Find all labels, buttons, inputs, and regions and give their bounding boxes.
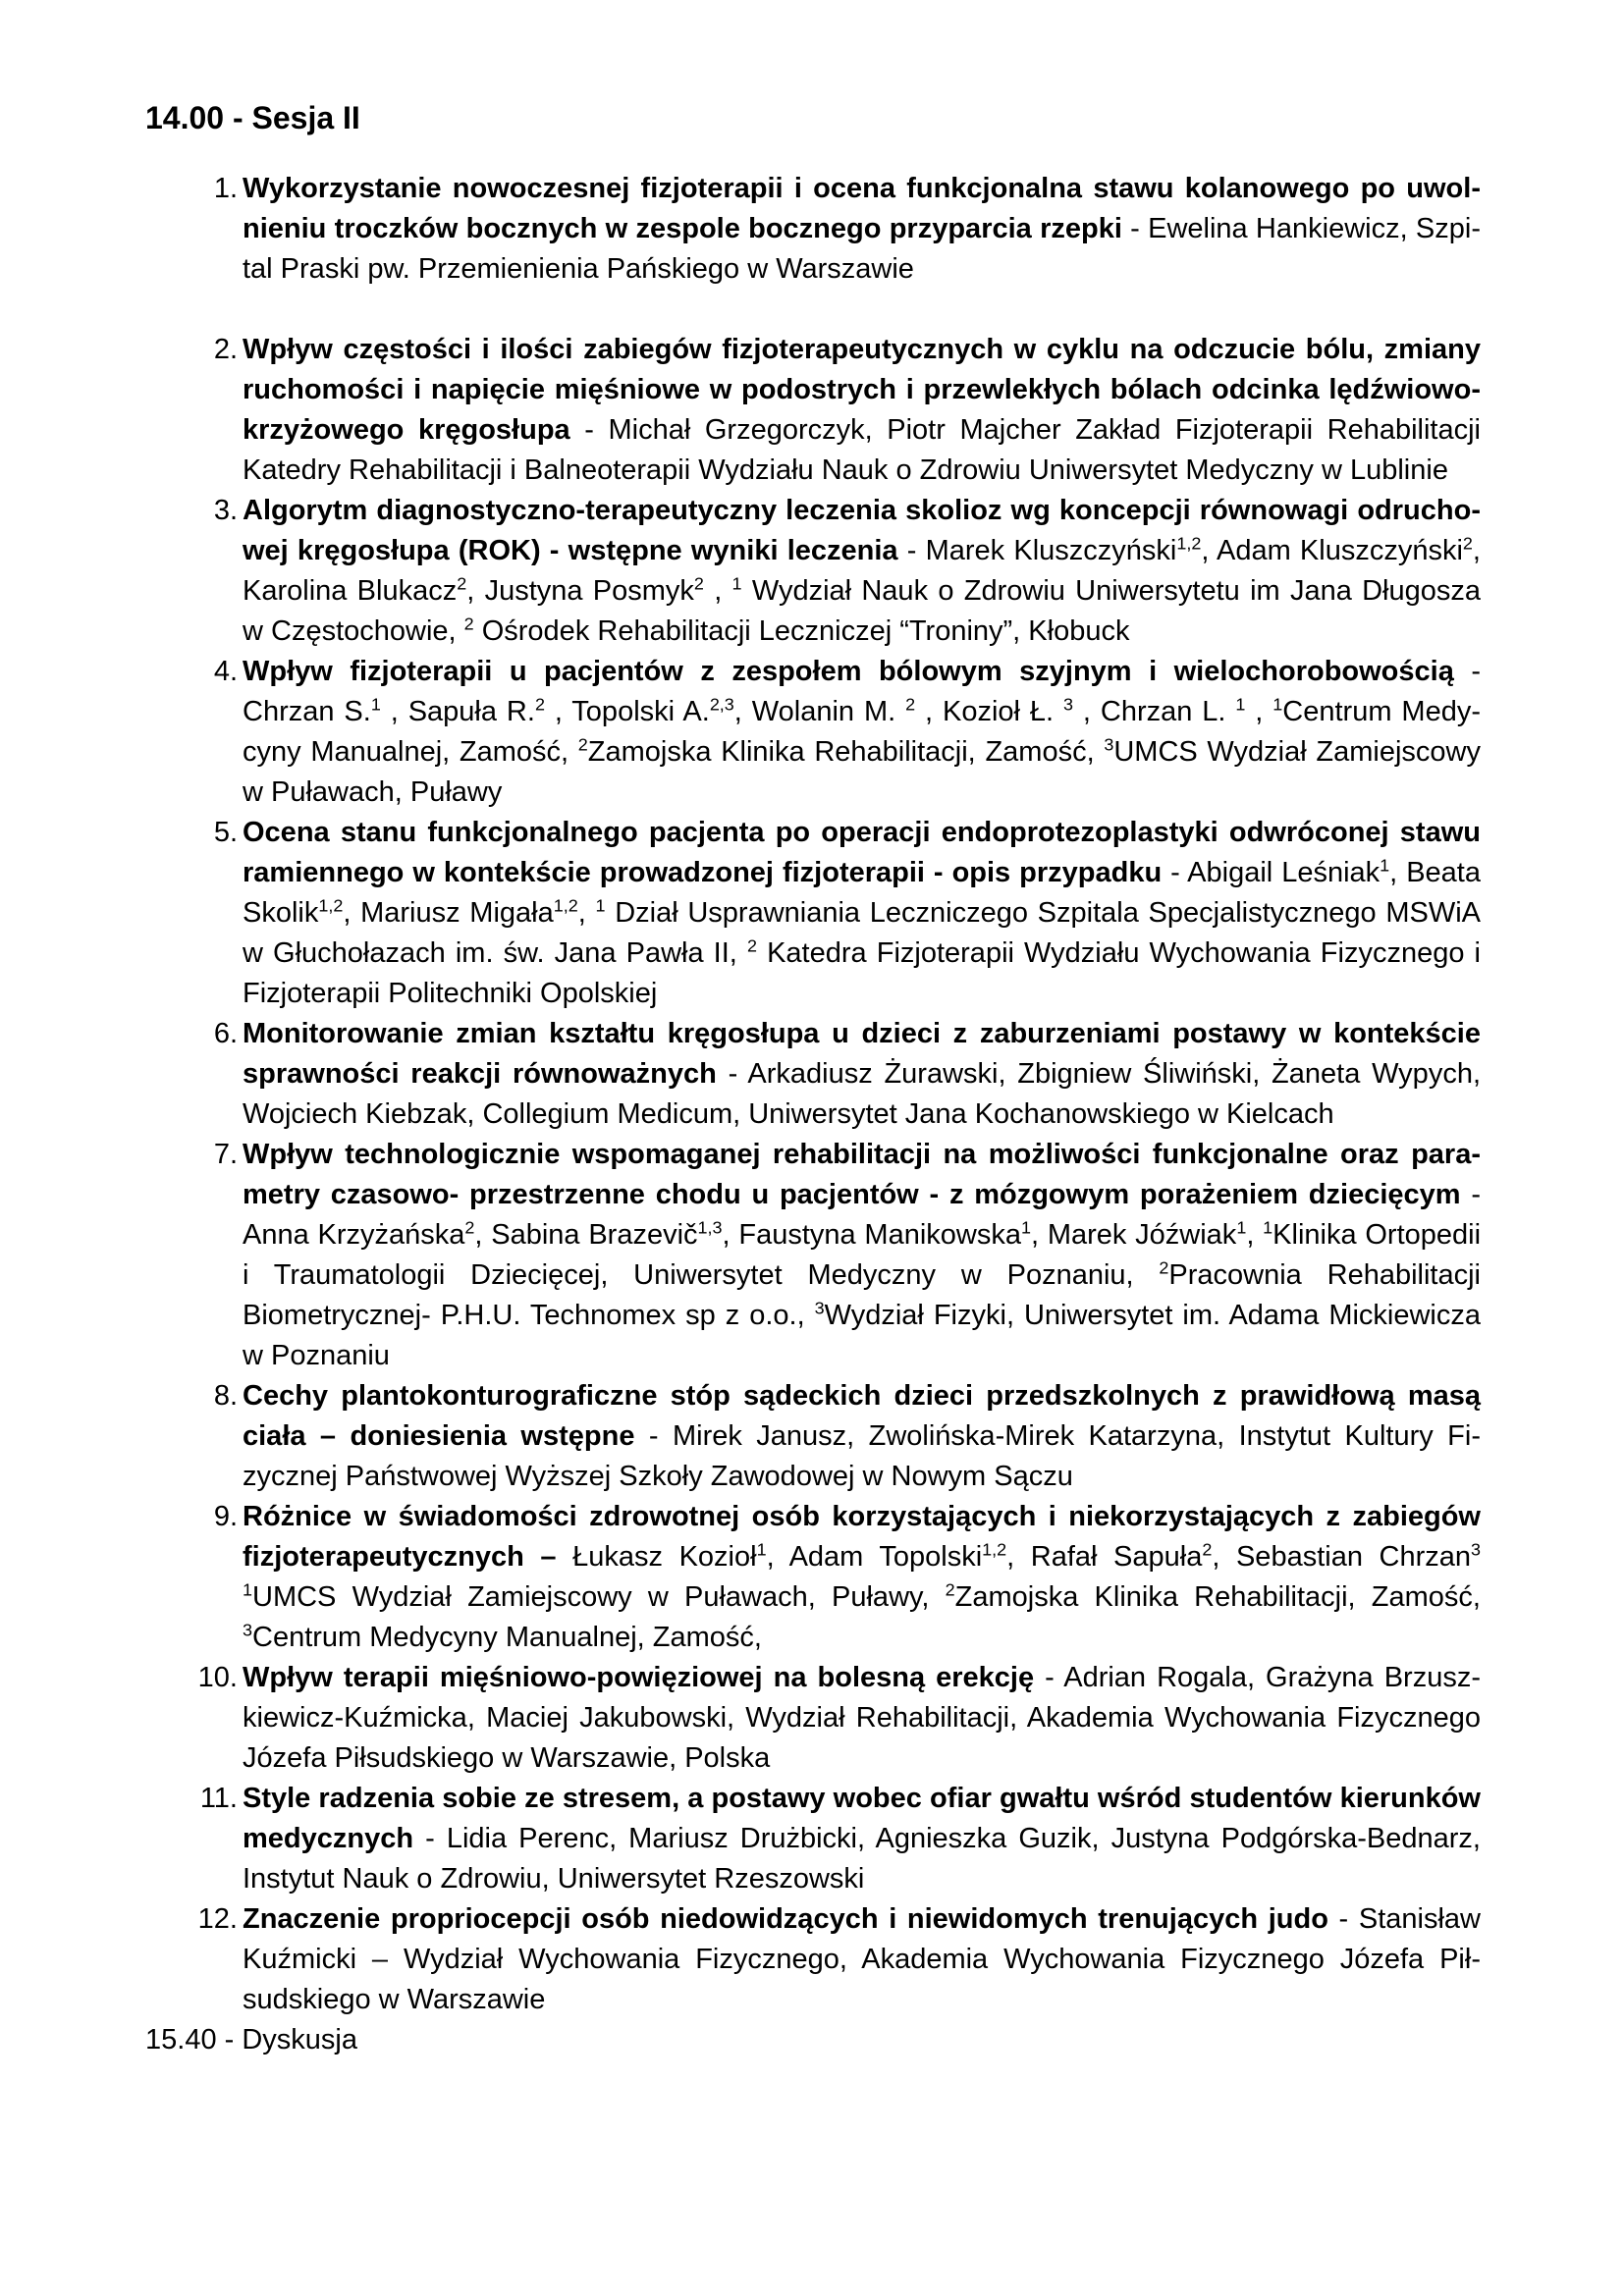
item-text xyxy=(243,652,1481,813)
item-number: 12. xyxy=(197,1903,238,1935)
item-number: 2. xyxy=(213,334,238,365)
item-number: 6. xyxy=(213,1018,238,1049)
item-authors-affiliations: - Ewelina Hankiewicz, Szpital Praski pw. Przemienienia Pańskiego w Warszawie xyxy=(243,213,1482,285)
superscript-affiliation-marker: 1 xyxy=(370,694,381,715)
presentation-item xyxy=(196,169,1481,290)
discussion-time: 15.40 - Dyskusja xyxy=(145,2024,357,2056)
item-authors-affiliations: Zamojska Klinika Rehabilitacji, Zamość, xyxy=(954,1581,1481,1613)
superscript-affiliation-marker: 1,3 xyxy=(697,1217,723,1238)
item-title: Monitorowanie zmian kształtu kręgosłupa u dzieci z zaburzeniami postawy w kontekście sprawności reakcji równoważnych xyxy=(243,1018,1481,1090)
item-authors-affiliations: , Marek Jóźwiak xyxy=(1030,1219,1237,1251)
item-authors-affiliations: , Faustyna Manikowska xyxy=(722,1219,1021,1251)
item-title: Algorytm diagnostyczno-terapeutyczny leczenia skolioz wg koncepcji równowagi odruchowej kręgosłupa (ROK) - wstępne wyniki leczenia xyxy=(243,495,1481,566)
item-authors-affiliations: Pracownia Rehabilitacji Biometrycznej- P.H.U. Technomex sp z o.o., xyxy=(243,1259,1481,1331)
item-authors-affiliations: - Lidia Perenc, Mariusz Drużbicki, Agnieszka Guzik, Justyna Podgórska-Bednarz, Instytut Nauk o Zdrowiu, Uniwersytet Rzeszowski xyxy=(243,1823,1481,1895)
item-authors-affiliations: , Wolanin M. xyxy=(733,696,906,727)
item-authors-affiliations: - Arkadiusz Żurawski, Zbigniew Śliwiński, Żaneta Wypych, Wojciech Kiebzak, Collegium Medicum, Uniwersytet Jana Kochanowskiego w Kielcach xyxy=(243,1058,1482,1130)
superscript-affiliation-marker: 2 xyxy=(463,614,474,634)
item-authors-affiliations: - Adrian Rogala, Grażyna Brzuszkiewicz-Kuźmicka, Maciej Jakubowski, Wydział Rehabilitacji, Akademia Wychowania Fizycznego Józefa Piłsudskiego w Warszawie, Polska xyxy=(243,1662,1481,1774)
superscript-affiliation-marker: 1,2 xyxy=(553,895,578,916)
superscript-affiliation-marker: 2 xyxy=(693,573,704,594)
superscript-affiliation-marker: 1 xyxy=(1380,855,1390,876)
item-authors-affiliations: Klinika Ortopedii i Traumatologii Dziecięcej, Uniwersytet Medyczny w Poznaniu, xyxy=(243,1219,1482,1291)
item-authors-affiliations: Dział Usprawniania Leczniczego Szpitala Specjalistycznego MSWiA w Głuchołazach im. św. Jana Pawła II, xyxy=(243,897,1482,969)
presentation-item xyxy=(196,1899,1481,2020)
superscript-affiliation-marker: 1 xyxy=(243,1579,252,1600)
item-number: 1. xyxy=(213,173,238,204)
item-text xyxy=(243,1899,1481,2020)
item-authors-affiliations: , Sabina Brazevič xyxy=(474,1219,698,1251)
superscript-affiliation-marker: 3 xyxy=(814,1298,825,1318)
superscript-affiliation-marker: 2 xyxy=(945,1579,955,1600)
item-text xyxy=(243,491,1481,652)
item-title: Wpływ częstości i ilości zabiegów fizjoterapeutycznych w cyklu na odczucie bólu, zmiany ruchomości i napięcie mięśniowe w podostrych i przewlekłych bólach odcinka lędźwiowo-krzyżowego kręgosłupa xyxy=(243,334,1481,446)
item-authors-affiliations: Zamojska Klinika Rehabilitacji, Zamość, xyxy=(587,736,1105,768)
presentation-item xyxy=(196,1779,1481,1899)
item-title: Wpływ technologicznie wspomaganej rehabilitacji na możliwości funkcjonalne oraz parametry czasowo- przestrzenne chodu u pacjentów - z mózgowym porażeniem dziecięcym xyxy=(243,1139,1481,1210)
item-authors-affiliations: , Justyna Posmyk xyxy=(466,575,694,607)
item-title: Wykorzystanie nowoczesnej fizjoterapii i ocena funkcjonalna stawu kolanowego po uwolnieniu troczków bocznych w zespole bocznego przyparcia rzepki xyxy=(243,173,1481,244)
superscript-affiliation-marker: 1,2 xyxy=(318,895,344,916)
superscript-affiliation-marker: 1,2 xyxy=(982,1539,1007,1560)
item-authors-affiliations: , Adam Topolski xyxy=(766,1541,983,1573)
superscript-affiliation-marker: 2 xyxy=(1159,1257,1169,1278)
presentation-item xyxy=(196,330,1481,491)
item-authors-affiliations: - Mirek Janusz, Zwolińska-Mirek Katarzyna, Instytut Kultury Fizycznej Państwowej Wyższej Szkoły Zawodowej w Nowym Sączu xyxy=(243,1420,1481,1492)
item-title: Style radzenia sobie ze stresem, a postawy wobec ofiar gwałtu wśród studentów kierunków medycznych xyxy=(243,1783,1481,1854)
item-authors-affiliations: - Anna Krzyżańska xyxy=(243,1179,1481,1251)
item-authors-affiliations: , Sebastian Chrzan xyxy=(1212,1541,1472,1573)
item-authors-affiliations: Wydział Nauk o Zdrowiu Uniwersytetu im Jana Długosza w Częstochowie, xyxy=(243,575,1482,647)
superscript-affiliation-marker: 2 xyxy=(464,1217,475,1238)
presentation-item xyxy=(196,1014,1481,1135)
item-title: Cechy plantokonturograficzne stóp sądeckich dzieci przedszkolnych z prawidłową masą ciała – doniesienia wstępne xyxy=(243,1380,1481,1452)
item-text xyxy=(243,330,1481,491)
item-number: 3. xyxy=(213,495,238,526)
item-authors-affiliations: , Rafał Sapuła xyxy=(1006,1541,1203,1573)
superscript-affiliation-marker: 2 xyxy=(457,573,467,594)
item-text xyxy=(243,1135,1481,1376)
item-authors-affiliations: , xyxy=(1245,696,1273,727)
item-authors-affiliations: , Topolski A. xyxy=(544,696,710,727)
item-authors-affiliations: Wydział Fizyki, Uniwersytet im. Adama Mickiewicza w Poznaniu xyxy=(243,1300,1481,1371)
superscript-affiliation-marker: 2,3 xyxy=(709,694,734,715)
superscript-affiliation-marker: 1 xyxy=(1263,1217,1273,1238)
superscript-affiliation-marker: 3 xyxy=(243,1620,252,1640)
item-text xyxy=(243,813,1481,1014)
item-authors-affiliations: , Chrzan L. xyxy=(1072,696,1236,727)
presentation-item xyxy=(196,813,1481,1014)
item-authors-affiliations: - Marek Kluszczyński xyxy=(897,535,1177,566)
superscript-affiliation-marker: 1 xyxy=(595,895,606,916)
superscript-affiliation-marker: 1 xyxy=(731,573,742,594)
presentation-item xyxy=(196,1658,1481,1779)
superscript-affiliation-marker: 3 xyxy=(1104,734,1114,755)
item-authors-affiliations: - Stanisław Kuźmicki – Wydział Wychowania Fizycznego, Akademia Wychowania Fizycznego Józefa Piłsudskiego w Warszawie xyxy=(243,1903,1481,2015)
item-authors-affiliations: - Chrzan S. xyxy=(243,656,1481,727)
superscript-affiliation-marker: 1 xyxy=(1236,1217,1247,1238)
presentation-item xyxy=(196,1135,1481,1376)
item-number: 4. xyxy=(213,656,238,687)
superscript-affiliation-marker: 1 xyxy=(756,1539,767,1560)
superscript-affiliation-marker: 2 xyxy=(905,694,916,715)
item-authors-affiliations: - Abigail Leśniak xyxy=(1162,857,1380,888)
item-authors-affiliations: , xyxy=(703,575,732,607)
item-title: Różnice w świadomości zdrowotnej osób korzystających i niekorzystających z zabiegów fizjoterapeutycznych – xyxy=(243,1501,1481,1573)
item-authors-affiliations: , Mariusz Migała xyxy=(343,897,554,929)
presentation-list xyxy=(196,169,1481,2020)
item-number: 5. xyxy=(213,817,238,848)
superscript-affiliation-marker: 3 xyxy=(1062,694,1073,715)
session-title: 14.00 - Sesja II xyxy=(145,100,360,135)
presentation-item xyxy=(196,1376,1481,1497)
item-authors-affiliations: , xyxy=(577,897,596,929)
item-title: Wpływ fizjoterapii u pacjentów z zespołem bólowym szyjnym i wielochorobowością xyxy=(243,656,1454,687)
superscript-affiliation-marker: 1,2 xyxy=(1176,533,1202,554)
item-number: 7. xyxy=(213,1139,238,1170)
item-authors-affiliations: , Karolina Blukacz xyxy=(243,535,1481,607)
superscript-affiliation-marker: 2 xyxy=(1202,1539,1213,1560)
item-title: Znaczenie propriocepcji osób niedowidzących i niewidomych trenujących judo xyxy=(243,1903,1328,1935)
presentation-item xyxy=(196,1497,1481,1658)
item-authors-affiliations: , Kozioł Ł. xyxy=(915,696,1063,727)
item-authors-affiliations: , xyxy=(1246,1219,1264,1251)
item-text xyxy=(243,1497,1481,1658)
item-authors-affiliations: - Michał Grzegorczyk, Piotr Majcher Zakład Fizjoterapii Rehabilitacji Katedry Rehabilitacji i Balneoterapii Wydziału Nauk o Zdrowiu Uniwersytet Medyczny w Lublinie xyxy=(243,414,1481,486)
item-authors-affiliations: UMCS Wydział Zamiejscowy w Puławach, Puławy xyxy=(243,736,1481,808)
superscript-affiliation-marker: 2 xyxy=(534,694,545,715)
item-text xyxy=(243,1779,1481,1899)
item-number: 8. xyxy=(213,1380,238,1412)
superscript-affiliation-marker: 1 xyxy=(1020,1217,1031,1238)
item-text xyxy=(243,1014,1481,1135)
item-text xyxy=(243,1658,1481,1779)
item-authors-affiliations: Katedra Fizjoterapii Wydziału Wychowania Fizycznego i Fizjoterapii Politechniki Opolskiej xyxy=(243,937,1482,1009)
superscript-affiliation-marker: 1 xyxy=(1235,694,1246,715)
item-title: Wpływ terapii mięśniowo-powięziowej na bolesną erekcję xyxy=(243,1662,1035,1693)
item-number: 10. xyxy=(197,1662,238,1693)
presentation-item xyxy=(196,652,1481,813)
superscript-affiliation-marker: 2 xyxy=(577,734,588,755)
item-number: 9. xyxy=(213,1501,238,1532)
item-authors-affiliations: , Beata Skolik xyxy=(243,857,1481,929)
item-authors-affiliations: UMCS Wydział Zamiejscowy w Puławach, Puławy, xyxy=(252,1581,946,1613)
item-authors-affiliations: Łukasz Kozioł xyxy=(556,1541,757,1573)
item-authors-affiliations: Centrum Medycyny Manualnej, Zamość, xyxy=(243,696,1482,768)
item-authors-affiliations: Ośrodek Rehabilitacji Leczniczej “Troniny”, Kłobuck xyxy=(473,615,1130,647)
item-authors-affiliations: , Adam Kluszczyński xyxy=(1201,535,1463,566)
superscript-affiliation-marker: 1 xyxy=(1272,694,1283,715)
superscript-affiliation-marker: 3 xyxy=(1471,1539,1482,1560)
item-authors-affiliations: Centrum Medycyny Manualnej, Zamość, xyxy=(252,1622,762,1653)
item-text xyxy=(243,1376,1481,1497)
item-authors-affiliations: , Sapuła R. xyxy=(380,696,535,727)
superscript-affiliation-marker: 2 xyxy=(746,935,757,956)
item-number: 11. xyxy=(199,1783,238,1814)
item-text xyxy=(243,169,1481,290)
presentation-item xyxy=(196,491,1481,652)
superscript-affiliation-marker: 2 xyxy=(1462,533,1473,554)
item-title: Ocena stanu funkcjonalnego pacjenta po operacji endoprotezoplastyki odwróconej stawu ramiennego w kontekście prowadzonej fizjoterapii - opis przypadku xyxy=(243,817,1481,888)
